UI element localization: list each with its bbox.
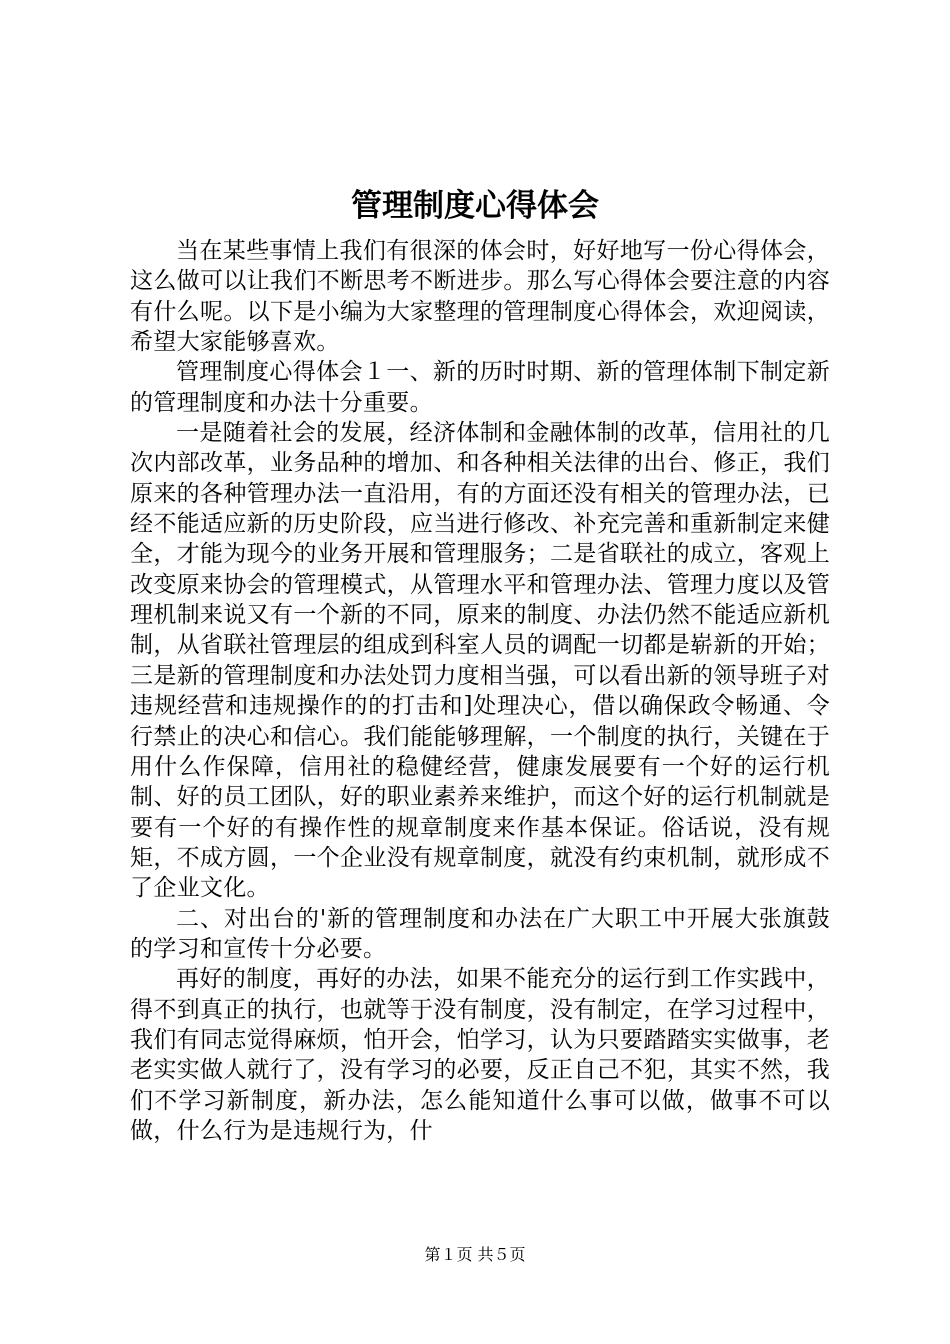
document-body [130,236,830,1146]
page-title: 管理制度心得体会 [351,188,599,224]
paragraph-intro: 当在某些事情上我们有很深的体会时，好好地写一份心得体会，这么做可以让我们不断思考不断进步。那么写心得体会要注意的内容有什么呢。以下是小编为大家整理的管理制度心得体会，欢迎阅读，希望大家能够喜欢。 [130,238,830,356]
paragraph-section-1: 一是随着社会的发展，经济体制和金融体制的改革，信用社的几次内部改革，业务品种的增加、和各种相关法律的出台、修正，我们原来的各种管理办法一直沿用，有的方面还没有相关的管理办法，已经不能适应新的历史阶段，应当进行修改、补充完善和重新制定来健全，才能为现今的业务开展和管理服务；二是省联社的成立，客观上改变原来协会的管理模式，从管理水平和管理办法、管理力度以及管理机制来说又有一个新的不同，原来的制度、办法仍然不能适应新机制，从省联社管理层的组成到科室人员的调配一切都是崭新的开始；三是新的管理制度和办法处罚力度相当强，可以看出新的领导班子对违规经营和违规操作的的打击和]处理决心，借以确保政令畅通、令行禁止的决心和信心。我们能能够理解，一个制度的执行，关键在于用什么作保障，信用社的稳健经营，健康发展要有一个好的运行机制、好的员工团队，好的职业素养来维护，而这个好的运行机制就是要有一个好的有操作性的规章制度来作基本保证。俗话说，没有规矩，不成方圆，一个企业没有规章制度，就没有约束机制，就形成不了企业文化。 [130,420,830,902]
paragraph-section-2: 再好的制度，再好的办法，如果不能充分的运行到工作实践中，得不到真正的执行，也就等于没有制度，没有制定，在学习过程中，我们有同志觉得麻烦，怕开会，怕学习，认为只要踏踏实实做事，老老实实做人就行了，没有学习的必要，反正自己不犯，其实不然，我们不学习新制度，新办法，怎么能知道什么事可以做，做事不可以做，什么行为是违规行为，什 [130,966,830,1144]
paragraph-heading-1: 管理制度心得体会１一、新的历时时期、新的管理体制下制定新的管理制度和办法十分重要。 [130,359,830,416]
page-footer: 第１页 共５页 [424,1245,526,1264]
paragraph-heading-2: 二、对出台的'新的管理制度和办法在广大职工中开展大张旗鼓的学习和宣传十分必要。 [130,905,830,962]
